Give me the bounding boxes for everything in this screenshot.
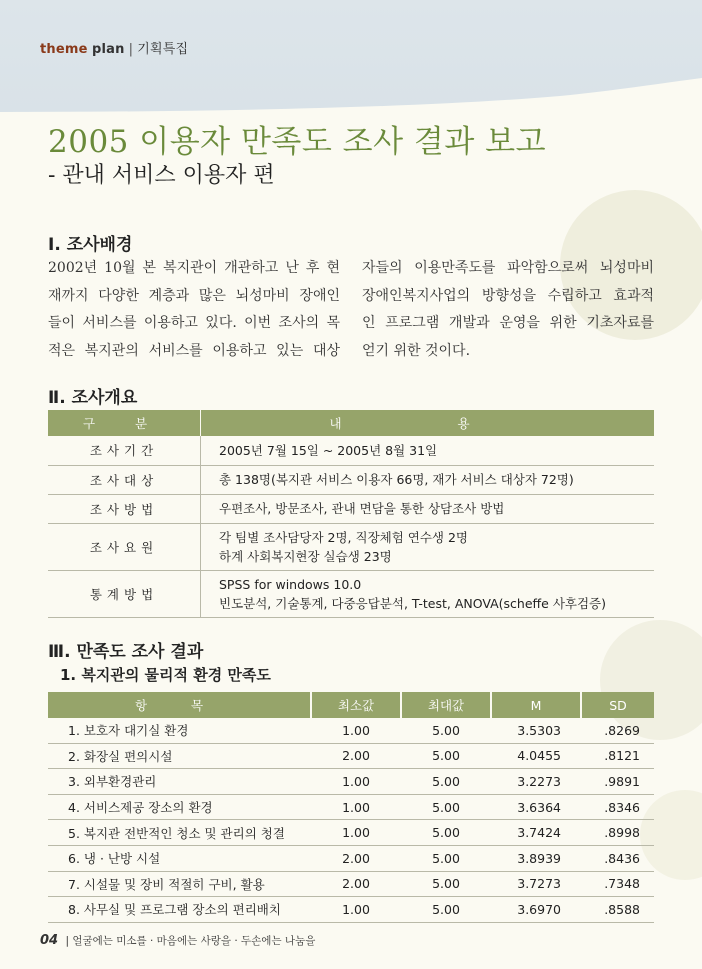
overview-value-line: 빈도분석, 기술통계, 다중응답분석, T-test, ANOVA(scheffe 사후검증)	[219, 595, 606, 611]
results-mean: 3.6364	[491, 794, 581, 820]
results-mean: 3.6970	[491, 897, 581, 923]
footer-motto: | 얼굴에는 미소를 · 마음에는 사랑을 · 두손에는 나눔을	[65, 935, 316, 947]
table-row	[48, 465, 654, 494]
paragraph-line: 인 프로그램 개발과 운영을 위한 기초자료를	[362, 315, 654, 331]
results-item: 8. 사무실 및 프로그램 장소의 편리배치	[48, 897, 311, 923]
table-row	[48, 820, 654, 846]
results-header-min: 최소값	[311, 692, 401, 718]
overview-value	[201, 465, 655, 494]
overview-label: 조사대상	[48, 465, 201, 494]
results-sd: .8121	[581, 743, 654, 769]
overview-value-line: 우편조사, 방문조사, 관내 면담을 통한 상담조사 방법	[219, 501, 505, 516]
paragraph-line: 재까지 다양한 계층과 많은 뇌성마비 장애인	[48, 287, 340, 304]
results-min: 1.00	[311, 769, 401, 795]
header-separator: |	[128, 42, 134, 57]
results-sd: .8998	[581, 820, 654, 846]
overview-value-line: SPSS for windows 10.0	[219, 576, 362, 592]
results-item: 5. 복지관 전반적인 청소 및 관리의 청결	[48, 820, 311, 846]
results-header-sd: SD	[581, 692, 654, 718]
table-row	[48, 897, 654, 923]
results-min: 1.00	[311, 897, 401, 923]
header-label	[40, 38, 188, 57]
page-title: 2005 이용자 만족도 조사 결과 보고	[48, 124, 547, 160]
results-item: 1. 보호자 대기실 환경	[48, 718, 311, 743]
section-1-left-paragraph	[48, 255, 340, 365]
results-min: 2.00	[311, 743, 401, 769]
overview-header-content: 내 용	[201, 410, 655, 436]
paragraph-line: 적은 복지관의 서비스를 이용하고 있는 대상	[48, 342, 340, 359]
table-row	[48, 794, 654, 820]
table-row	[48, 523, 654, 570]
overview-value-line: 하계 사회복지현장 실습생 23명	[219, 548, 392, 564]
results-min: 2.00	[311, 845, 401, 871]
overview-label: 조사방법	[48, 494, 201, 523]
results-min: 1.00	[311, 794, 401, 820]
paragraph-line: 얻기 위한 것이다.	[362, 342, 471, 359]
overview-header-category: 구 분	[48, 410, 201, 436]
results-mean: 3.5303	[491, 718, 581, 743]
results-min: 1.00	[311, 820, 401, 846]
results-header-max: 최대값	[401, 692, 491, 718]
results-max: 5.00	[401, 743, 491, 769]
results-sd: .9891	[581, 769, 654, 795]
section-3-heading: Ⅲ. 만족도 조사 결과	[48, 642, 204, 662]
results-sd: .7348	[581, 871, 654, 897]
results-min: 1.00	[311, 718, 401, 743]
results-item: 2. 화장실 편의시설	[48, 743, 311, 769]
results-item: 4. 서비스제공 장소의 환경	[48, 794, 311, 820]
results-max: 5.00	[401, 794, 491, 820]
section-1-heading: Ⅰ. 조사배경	[48, 235, 133, 255]
overview-table	[48, 410, 654, 618]
paragraph-line: 들이 서비스를 이용하고 있다. 이번 조사의 목	[48, 315, 340, 331]
page-subtitle: - 관내 서비스 이용자 편	[48, 163, 275, 188]
brand-theme: theme	[40, 42, 88, 57]
satisfaction-table	[48, 692, 654, 923]
overview-label: 통계방법	[48, 570, 201, 617]
overview-value	[201, 436, 655, 465]
paragraph-line: 자들의 이용만족도를 파악함으로써 뇌성마비	[362, 260, 654, 276]
overview-value	[201, 494, 655, 523]
table-row	[48, 570, 654, 617]
results-mean: 3.7273	[491, 871, 581, 897]
table-row	[48, 769, 654, 795]
results-max: 5.00	[401, 718, 491, 743]
overview-value-line: 각 팀별 조사담당자 2명, 직장체험 연수생 2명	[219, 529, 468, 545]
results-sd: .8588	[581, 897, 654, 923]
results-sd: .8436	[581, 845, 654, 871]
overview-label: 조사요원	[48, 523, 201, 570]
section-2-heading: Ⅱ. 조사개요	[48, 388, 138, 408]
table-row	[48, 494, 654, 523]
page-number: 04	[40, 933, 59, 948]
overview-value-line: 2005년 7월 15일 ~ 2005년 8월 31일	[219, 442, 438, 458]
results-max: 5.00	[401, 871, 491, 897]
section-3-subheading: 1. 복지관의 물리적 환경 만족도	[60, 666, 271, 684]
header-section: 기획특집	[137, 42, 189, 57]
section-1-right-paragraph	[362, 255, 654, 365]
overview-value	[201, 523, 655, 570]
overview-value	[201, 570, 655, 617]
table-row	[48, 871, 654, 897]
table-row	[48, 845, 654, 871]
table-row	[48, 743, 654, 769]
brand-plan: plan	[92, 42, 125, 57]
results-min: 2.00	[311, 871, 401, 897]
results-mean: 3.8939	[491, 845, 581, 871]
results-sd: .8346	[581, 794, 654, 820]
overview-label: 조사기간	[48, 436, 201, 465]
results-mean: 4.0455	[491, 743, 581, 769]
results-mean: 3.2273	[491, 769, 581, 795]
results-max: 5.00	[401, 897, 491, 923]
table-row	[48, 436, 654, 465]
results-max: 5.00	[401, 769, 491, 795]
table-row	[48, 718, 654, 743]
results-item: 7. 시설물 및 장비 적절히 구비, 활용	[48, 871, 311, 897]
page-footer	[40, 933, 315, 948]
paragraph-line: 장애인복지사업의 방향성을 수립하고 효과적	[362, 287, 654, 304]
results-header-mean: M	[491, 692, 581, 718]
results-header-item: 항 목	[48, 692, 311, 718]
paragraph-line: 2002년 10월 본 복지관이 개관하고 난 후 현	[48, 260, 340, 276]
results-max: 5.00	[401, 820, 491, 846]
results-mean: 3.7424	[491, 820, 581, 846]
results-item: 3. 외부환경관리	[48, 769, 311, 795]
results-item: 6. 냉 · 난방 시설	[48, 845, 311, 871]
results-max: 5.00	[401, 845, 491, 871]
overview-value-line: 총 138명(복지관 서비스 이용자 66명, 재가 서비스 대상자 72명)	[219, 472, 574, 487]
results-sd: .8269	[581, 718, 654, 743]
